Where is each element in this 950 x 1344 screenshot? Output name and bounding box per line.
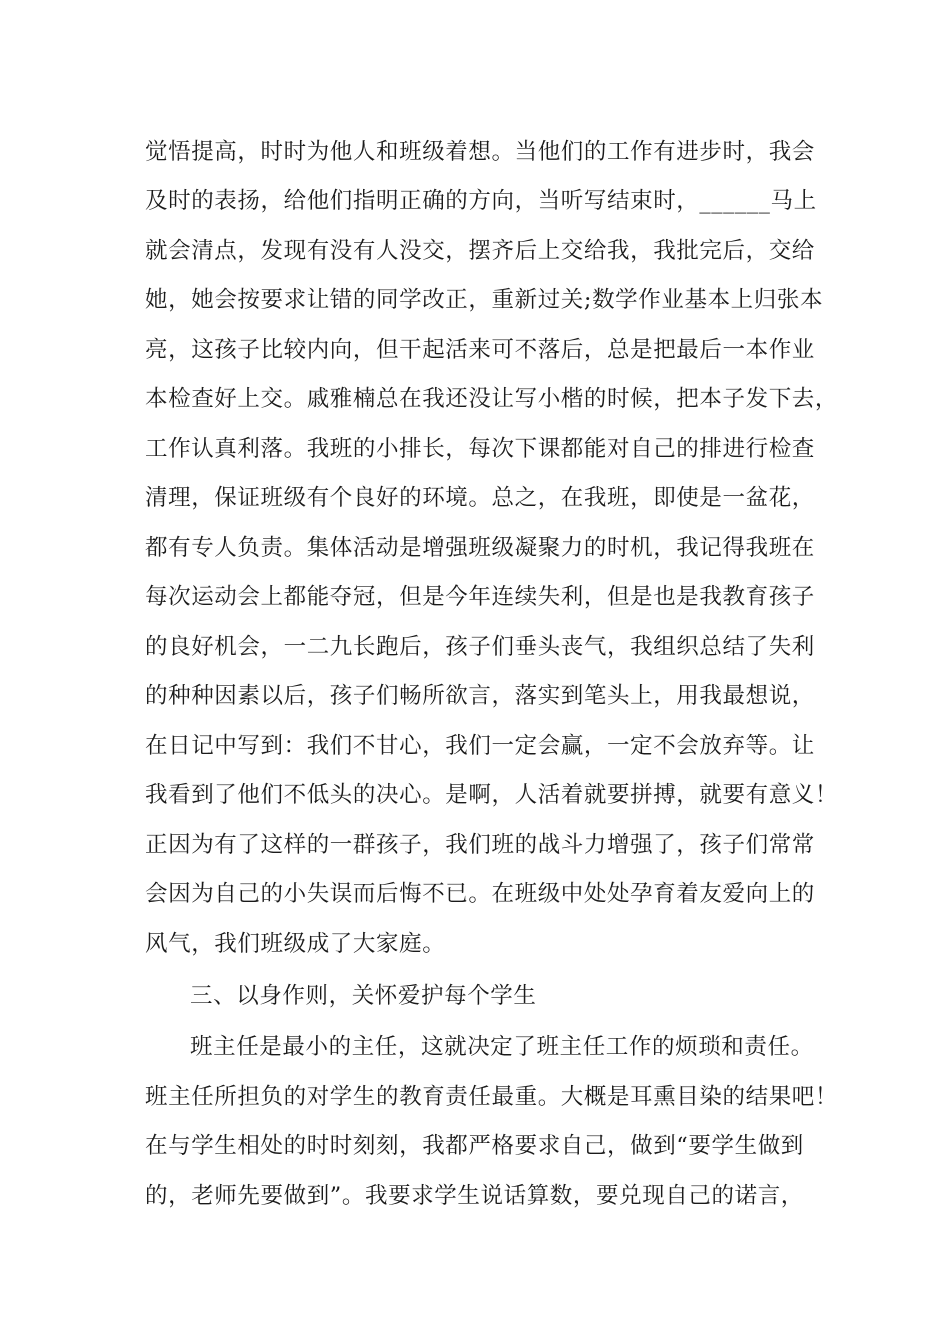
text-line: 觉悟提高，时时为他人和班级着想。当他们的工作有进步时，我会 <box>145 139 815 165</box>
text-line: 本检查好上交。戚雅楠总在我还没让写小楷的时候，把本子发下去， <box>145 386 839 412</box>
text-line: 亮，这孩子比较内向，但干起活来可不落后，总是把最后一本作业 <box>145 337 815 363</box>
text-line: 她，她会按要求让错的同学改正，重新过关;数学作业基本上归张本 <box>145 287 824 313</box>
text-line: 风气，我们班级成了大家庭。 <box>145 931 446 957</box>
text-line: 都有专人负责。集体活动是增强班级凝聚力的时机，我记得我班在 <box>145 535 815 561</box>
text-line: 会因为自己的小失误而后悔不已。在班级中处处孕育着友爱向上的 <box>145 881 815 907</box>
text-line: 工作认真利落。我班的小排长，每次下课都能对自己的排进行检查 <box>145 436 815 462</box>
text-line: 在日记中写到：我们不甘心，我们一定会赢，一定不会放弃等。让 <box>145 733 815 759</box>
text-line: 的，老师先要做到”。我要求学生说话算数，要兑现自己的诺言， <box>145 1183 804 1209</box>
text-line: 就会清点，发现有没有人没交，摆齐后上交给我，我批完后，交给 <box>145 238 815 264</box>
text-line: 班主任所担负的对学生的教育责任最重。大概是耳熏目染的结果吧！ <box>145 1084 839 1110</box>
text-line: 每次运动会上都能夺冠，但是今年连续失利，但是也是我教育孩子 <box>145 584 815 610</box>
text-line: 清理，保证班级有个良好的环境。总之，在我班，即使是一盆花， <box>145 485 815 511</box>
section-heading: 三、以身作则，关怀爱护每个学生 <box>190 983 537 1009</box>
text-line: 我看到了他们不低头的决心。是啊，人活着就要拼搏，就要有意义！ <box>145 782 839 808</box>
paragraph-first-line: 班主任是最小的主任，这就决定了班主任工作的烦琐和责任。 <box>190 1034 814 1060</box>
text-line: 在与学生相处的时时刻刻，我都严格要求自己，做到“要学生做到 <box>145 1133 804 1159</box>
text-line: 正因为有了这样的一群孩子，我们班的战斗力增强了，孩子们常常 <box>145 832 815 858</box>
text-line: 的种种因素以后，孩子们畅所欲言，落实到笔头上，用我最想说， <box>145 683 815 709</box>
text-line: 及时的表扬，给他们指明正确的方向，当听写结束时，______马上 <box>145 188 817 214</box>
text-line: 的良好机会，一二九长跑后，孩子们垂头丧气，我组织总结了失利 <box>145 634 815 660</box>
